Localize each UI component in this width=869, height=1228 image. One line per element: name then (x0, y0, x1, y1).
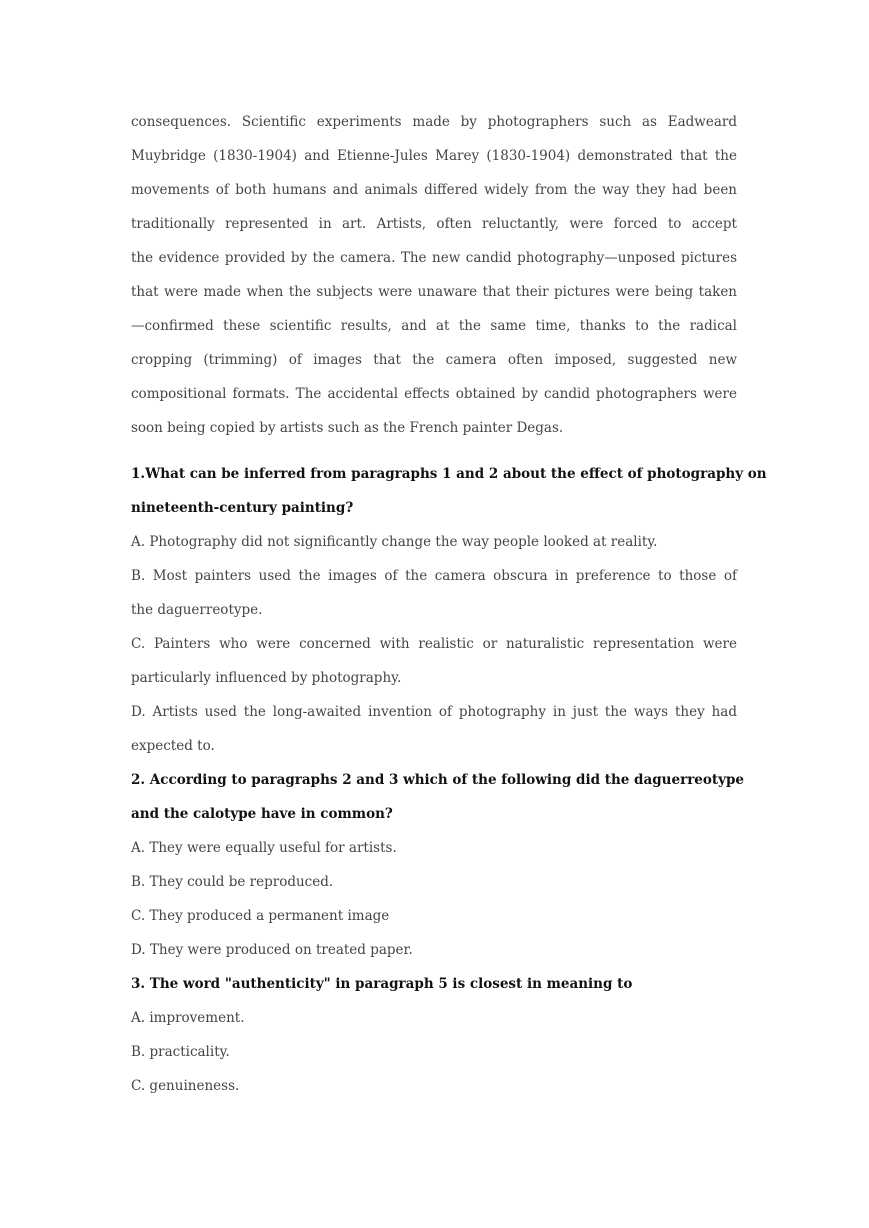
passage-paragraph (131, 105, 737, 445)
question-stem-line: nineteenth-century painting? (131, 500, 354, 516)
question-3-stem (131, 967, 737, 1001)
passage-line: cropping (trimming) of images that the camera often imposed, suggested new (131, 352, 737, 368)
passage-line: —confirmed these scientific results, and at the same time, thanks to the radical (131, 318, 737, 334)
question-stem-line: 3. The word "authenticity" in paragraph 5 is closest in meaning to (131, 976, 633, 992)
question-1-stem (131, 457, 767, 525)
option-2b: B. They could be reproduced. (131, 874, 334, 890)
passage-line: soon being copied by artists such as the French painter Degas. (131, 420, 564, 436)
document-page (131, 105, 767, 1103)
option-2c: C. They produced a permanent image (131, 908, 390, 924)
question-stem-line: and the calotype have in common? (131, 806, 393, 822)
option-2a: A. They were equally useful for artists. (131, 840, 397, 856)
passage-line: movements of both humans and animals differed widely from the way they had been (131, 182, 737, 198)
option-2d: D. They were produced on treated paper. (131, 942, 413, 958)
passage-line: Muybridge (1830-1904) and Etienne-Jules Marey (1830-1904) demonstrated that the (131, 148, 737, 164)
passage-line: traditionally represented in art. Artists, often reluctantly, were forced to accept (131, 216, 737, 232)
passage-line: that were made when the subjects were unaware that their pictures were being taken (131, 284, 737, 300)
option-1d-continued: expected to. (131, 738, 215, 754)
passage-line: the evidence provided by the camera. The new candid photography—unposed pictures (131, 250, 737, 266)
passage-line: consequences. Scientific experiments made by photographers such as Eadweard (131, 114, 737, 130)
passage-line: compositional formats. The accidental effects obtained by candid photographers were (131, 386, 737, 402)
option-3b: B. practicality. (131, 1044, 230, 1060)
option-1c: C. Painters who were concerned with realistic or naturalistic representation were (131, 636, 737, 652)
question-1-options (131, 525, 737, 763)
option-1a: A. Photography did not significantly change the way people looked at reality. (131, 534, 658, 550)
option-1c-continued: particularly influenced by photography. (131, 670, 402, 686)
option-1b: B. Most painters used the images of the camera obscura in preference to those of (131, 568, 737, 584)
option-3a: A. improvement. (131, 1010, 245, 1026)
question-stem-line: 1.What can be inferred from paragraphs 1 and 2 about the effect of photography on (131, 466, 767, 482)
question-3-options (131, 1001, 737, 1103)
option-3c: C. genuineness. (131, 1078, 240, 1094)
question-2-stem (131, 763, 745, 831)
option-1d: D. Artists used the long-awaited invention of photography in just the ways they had (131, 704, 737, 720)
question-2-options (131, 831, 737, 967)
option-1b-continued: the daguerreotype. (131, 602, 263, 618)
question-stem-line: 2. According to paragraphs 2 and 3 which of the following did the daguerreotype (131, 772, 745, 788)
